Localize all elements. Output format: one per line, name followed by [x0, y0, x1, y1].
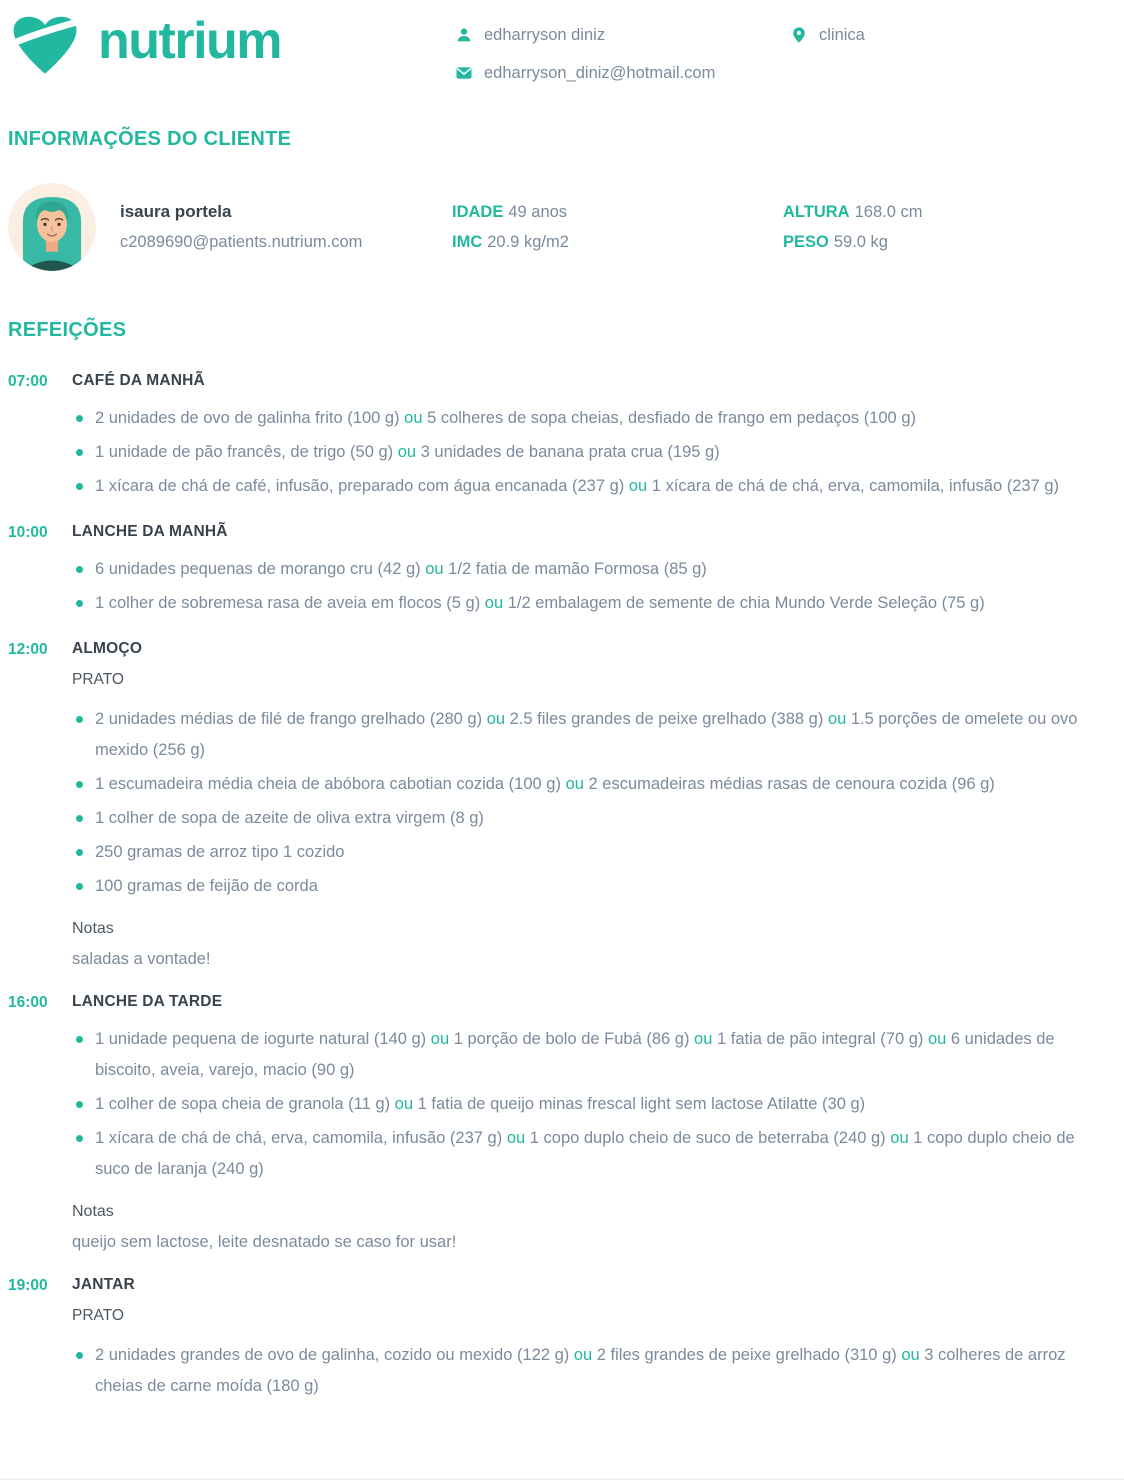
or-separator: ou: [565, 775, 584, 793]
meal-subtitle: PRATO: [72, 1307, 124, 1324]
client-identity: [120, 202, 452, 252]
or-separator: ou: [927, 1030, 947, 1048]
client-stats-col-1: [452, 203, 783, 252]
or-separator: ou: [628, 477, 648, 495]
or-separator: ou: [827, 710, 847, 728]
stat-peso-label: PESO: [783, 232, 829, 251]
professional-email: edharryson_diniz@hotmail.com: [484, 63, 716, 82]
meal-items: [72, 704, 1110, 902]
meal-item: 100 gramas de feijão de corda: [72, 871, 1110, 902]
meal-title: LANCHE DA TARDE: [72, 993, 223, 1010]
professional-email-row: [455, 54, 790, 92]
notes-text: queijo sem lactose, leite desnatado se caso for usar!: [72, 1233, 457, 1251]
meal-item: 1 unidade de pão francês, de trigo (50 g) ou 3 unidades de banana prata crua (195 g): [72, 437, 1110, 468]
meals-section-title: REFEIÇÕES: [8, 319, 127, 341]
stat-altura-label: ALTURA: [783, 202, 850, 221]
mail-icon: [455, 64, 473, 82]
stat-idade-label: IDADE: [452, 202, 504, 221]
stat-imc-label: IMC: [452, 232, 483, 251]
user-icon: [455, 26, 473, 44]
stat-altura-value: 168.0 cm: [854, 202, 923, 221]
notes-label: Notas: [72, 920, 114, 937]
client-avatar: [8, 183, 96, 271]
client-name: isaura portela: [120, 202, 232, 221]
nutrium-logo-wordmark: nutrium: [98, 12, 282, 70]
nutrium-logo: [8, 10, 455, 76]
meal-entry: [8, 1276, 1116, 1405]
or-separator: ou: [573, 1346, 593, 1364]
meal-time: 07:00: [8, 373, 48, 390]
location-pin-icon: [790, 26, 808, 44]
page-bottom-divider: [0, 1478, 1124, 1480]
meal-item: 250 gramas de arroz tipo 1 cozido: [72, 837, 1110, 868]
meal-entry: [8, 372, 1116, 505]
client-info-section: [8, 128, 1116, 271]
meal-item: 1 escumadeira média cheia de abóbora cabotian cozida (100 g) ou 2 escumadeiras médias rasas de cenoura cozida (96 g): [72, 769, 1110, 800]
meal-entry: [8, 640, 1116, 975]
meal-items: [72, 1340, 1110, 1402]
meals-list: [8, 372, 1116, 1405]
or-separator: ou: [506, 1129, 526, 1147]
professional-name: edharryson diniz: [484, 25, 606, 44]
or-separator: ou: [486, 710, 506, 728]
stat-peso-value: 59.0 kg: [833, 232, 888, 251]
or-separator: ou: [394, 1095, 414, 1113]
stat-imc: [452, 233, 783, 252]
stat-altura: [783, 203, 1114, 222]
or-separator: ou: [484, 594, 504, 612]
or-separator: ou: [901, 1346, 920, 1364]
notes-label: Notas: [72, 1203, 114, 1220]
or-separator: ou: [404, 409, 423, 427]
meal-items: [72, 554, 1110, 619]
or-separator: ou: [694, 1030, 713, 1048]
meals-section: [8, 319, 1116, 1405]
meal-items: [72, 403, 1110, 502]
workplace-name: clinica: [819, 25, 865, 44]
meal-time: 16:00: [8, 994, 48, 1011]
stat-idade: [452, 203, 783, 222]
notes-text: saladas a vontade!: [72, 950, 211, 968]
meal-time: 19:00: [8, 1277, 48, 1294]
meal-item: 1 colher de sobremesa rasa de aveia em flocos (5 g) ou 1/2 embalagem de semente de chia Mundo Verde Seleção (75 g): [72, 588, 1110, 619]
meal-item: 2 unidades de ovo de galinha frito (100 g) ou 5 colheres de sopa cheias, desfiado de frango em pedaços (100 g): [72, 403, 1110, 434]
meal-entry: [8, 993, 1116, 1258]
client-stats-col-2: [783, 203, 1114, 252]
or-separator: ou: [397, 443, 417, 461]
meal-time: 12:00: [8, 641, 48, 658]
professional-name-row: [455, 16, 790, 54]
meal-title: ALMOÇO: [72, 640, 143, 657]
meal-body: [72, 1276, 1116, 1405]
meal-item: 2 unidades grandes de ovo de galinha, cozido ou mexido (122 g) ou 2 files grandes de peixe grelhado (310 g) ou 3 colheres de arroz cheias de carne moída (180 g): [72, 1340, 1110, 1402]
client-email: c2089690@patients.nutrium.com: [120, 233, 363, 251]
meal-item: 6 unidades pequenas de morango cru (42 g) ou 1/2 fatia de mamão Formosa (85 g): [72, 554, 1110, 585]
stat-idade-value: 49 anos: [508, 202, 568, 221]
meal-item: 1 xícara de chá de café, infusão, preparado com água encanada (237 g) ou 1 xícara de chá de chá, erva, camomila, infusão (237 g): [72, 471, 1110, 502]
meal-title: JANTAR: [72, 1276, 135, 1293]
nutrium-heart-leaf-icon: [8, 14, 82, 76]
meal-item: 1 xícara de chá de chá, erva, camomila, infusão (237 g) ou 1 copo duplo cheio de suco de beterraba (240 g) ou 1 copo duplo cheio de suco de laranja (240 g): [72, 1123, 1110, 1185]
client-section-title: INFORMAÇÕES DO CLIENTE: [8, 128, 292, 150]
meal-item: 1 colher de sopa cheia de granola (11 g) ou 1 fatia de queijo minas frescal light sem lactose Atilatte (30 g): [72, 1089, 1110, 1120]
meal-body: [72, 640, 1116, 975]
meal-item: 1 unidade pequena de iogurte natural (140 g) ou 1 porção de bolo de Fubá (86 g) ou 1 fatia de pão integral (70 g) ou 6 unidades de biscoito, aveia, varejo, macio (90 g): [72, 1024, 1110, 1086]
or-separator: ou: [425, 560, 444, 578]
meal-entry: [8, 523, 1116, 622]
meal-items: [72, 1024, 1110, 1185]
meal-subtitle: PRATO: [72, 671, 124, 688]
meal-item: 1 colher de sopa de azeite de oliva extra virgem (8 g): [72, 803, 1110, 834]
or-separator: ou: [890, 1129, 909, 1147]
header: [8, 10, 1116, 92]
stat-imc-value: 20.9 kg/m2: [487, 232, 569, 251]
meal-body: [72, 523, 1116, 622]
workplace-row: [790, 16, 865, 54]
meal-body: [72, 372, 1116, 505]
stat-peso: [783, 233, 1114, 252]
meal-time: 10:00: [8, 524, 48, 541]
meal-item: 2 unidades médias de filé de frango grelhado (280 g) ou 2.5 files grandes de peixe grelhado (388 g) ou 1.5 porções de omelete ou ovo mexido (256 g): [72, 704, 1110, 766]
client-card: [8, 183, 1116, 271]
meal-body: [72, 993, 1116, 1258]
meal-title: CAFÉ DA MANHÃ: [72, 372, 205, 389]
or-separator: ou: [430, 1030, 450, 1048]
meal-title: LANCHE DA MANHÃ: [72, 523, 228, 540]
header-contact-info: [455, 10, 1116, 92]
